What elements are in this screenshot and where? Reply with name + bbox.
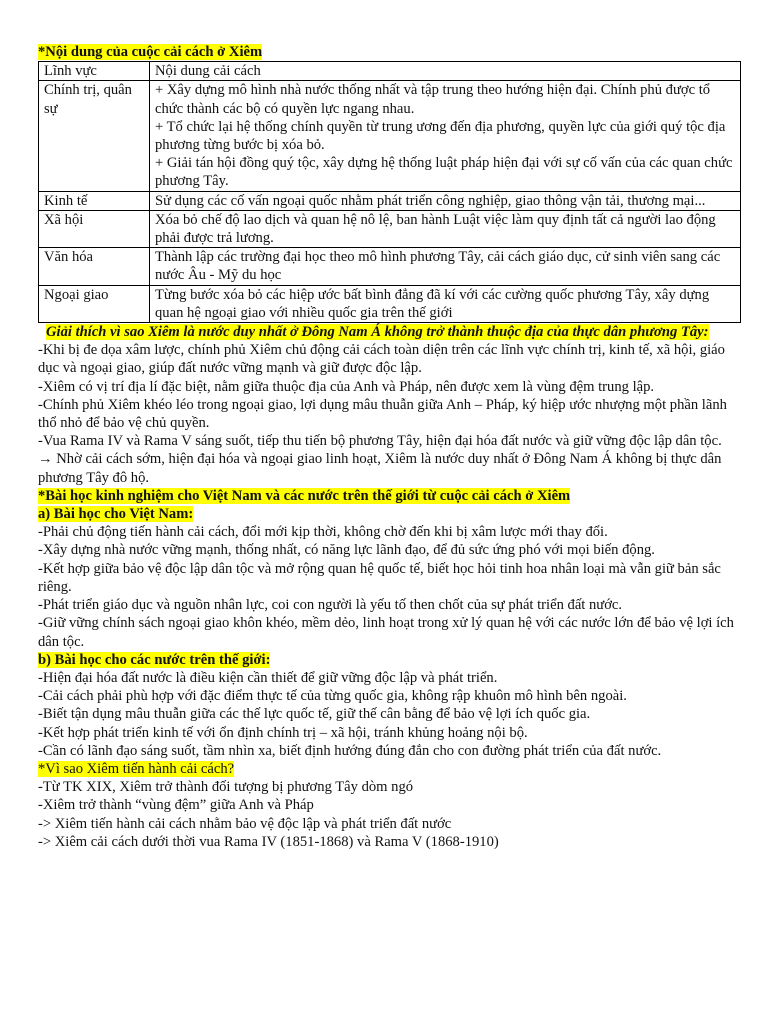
world-lesson: -Cần có lãnh đạo sáng suốt, tầm nhìn xa, biết định hướng đúng đắn cho con đường phát triển của đất nước. bbox=[38, 742, 662, 759]
table-cell-field: Xã hội bbox=[39, 210, 150, 247]
table-cell-content bbox=[150, 285, 741, 322]
content-line: + Tổ chức lại hệ thống chính quyền từ trung ương đến địa phương, quyền lực của giới quý tộc địa phương từng bước bị xóa bỏ. bbox=[155, 118, 726, 154]
world-lesson: -Cải cách phải phù hợp với đặc điểm thực tế của từng quốc gia, không rập khuôn mô hình bên ngoài. bbox=[38, 688, 627, 705]
content-line: + Xây dựng mô hình nhà nước thống nhất và tập trung theo hướng hiện đại. Chính phủ được tổ chức thành các bộ có quyền lực ngang nhau. bbox=[155, 82, 711, 117]
table-row bbox=[39, 81, 741, 191]
reform-section-title: *Nội dung của cuộc cải cách ở Xiêm bbox=[38, 44, 263, 60]
table-row bbox=[39, 191, 741, 210]
content-line: Thành lập các trường đại học theo mô hình phương Tây, cải cách giáo dục, cử sinh viên sang các nước Âu - Mỹ du học bbox=[155, 249, 721, 284]
table-cell-field: Văn hóa bbox=[39, 248, 150, 285]
lessons-section-title: *Bài học kinh nghiệm cho Việt Nam và các nước trên thế giới từ cuộc cải cách ở Xiêm bbox=[38, 487, 571, 504]
document-page bbox=[38, 43, 744, 851]
content-line: Từng bước xóa bỏ các hiệp ước bất bình đẳng đã kí với các cường quốc phương Tây, xây dựng quan hệ ngoại giao với nhiều quốc gia trên thế giới bbox=[155, 286, 710, 321]
table-header-field: Lĩnh vực bbox=[39, 62, 150, 81]
vietnam-lesson: -Xây dựng nhà nước vững mạnh, thống nhất, có năng lực lãnh đạo, để đủ sức ứng phó với mọi biến động. bbox=[38, 542, 655, 559]
explain-point: -Xiêm có vị trí địa lí đặc biệt, nằm giữa thuộc địa của Anh và Pháp, nên được xem là vùng đệm trung lập. bbox=[38, 378, 655, 395]
table-cell-field: Chính trị, quân sự bbox=[39, 81, 150, 191]
vietnam-lessons-title: a) Bài học cho Việt Nam: bbox=[38, 506, 194, 523]
explain-point: -Vua Rama IV và Rama V sáng suốt, tiếp thu tiến bộ phương Tây, hiện đại hóa đất nước và giữ vững độc lập dân tộc. bbox=[38, 433, 722, 450]
world-lesson: -Biết tận dụng mâu thuẫn giữa các thế lực quốc tế, giữ thế cân bằng để bảo vệ lợi ích quốc gia. bbox=[38, 706, 591, 723]
why-section-title: *Vì sao Xiêm tiến hành cải cách? bbox=[38, 760, 235, 777]
table-header-content: Nội dung cải cách bbox=[150, 62, 741, 81]
table-cell-content bbox=[150, 191, 741, 210]
why-point: -Xiêm trở thành “vùng đệm” giữa Anh và Pháp bbox=[38, 797, 314, 814]
why-point: -Từ TK XIX, Xiêm trở thành đối tượng bị phương Tây dòm ngó bbox=[38, 779, 414, 796]
table-cell-field: Ngoại giao bbox=[39, 285, 150, 322]
vietnam-lesson: -Kết hợp giữa bảo vệ độc lập dân tộc và mở rộng quan hệ quốc tế, biết học hỏi tinh hoa nhân loại mà vẫn giữ bản sắc riêng. bbox=[38, 560, 721, 595]
world-lessons-title: b) Bài học cho các nước trên thế giới: bbox=[38, 651, 271, 668]
table-cell-field: Kinh tế bbox=[39, 191, 150, 210]
world-lesson: -Hiện đại hóa đất nước là điều kiện cần thiết để giữ vững độc lập và phát triển. bbox=[38, 669, 498, 686]
table-row bbox=[39, 210, 741, 247]
why-point: -> Xiêm tiến hành cải cách nhằm bảo vệ độc lập và phát triển đất nước bbox=[38, 815, 452, 832]
table-row bbox=[39, 285, 741, 322]
table-cell-content bbox=[150, 248, 741, 285]
explain-conclusion: → Nhờ cải cách sớm, hiện đại hóa và ngoại giao linh hoạt, Xiêm là nước duy nhất ở Đông Nam Á không bị thực dân phương Tây đô hộ. bbox=[38, 451, 722, 486]
content-line: + Giải tán hội đồng quý tộc, xây dựng hệ thống luật pháp hiện đại với sự cố vấn của các quan chức phương Tây. bbox=[155, 155, 733, 190]
world-lesson: -Kết hợp phát triển kinh tế với ổn định chính trị – xã hội, tránh khủng hoảng nội bộ. bbox=[38, 724, 528, 741]
vietnam-lesson: -Giữ vững chính sách ngoại giao khôn khéo, mềm dẻo, linh hoạt trong xử lý quan hệ với các nước lớn để bảo vệ lợi ích dân tộc. bbox=[38, 615, 734, 650]
content-line: Sử dụng các cố vấn ngoại quốc nhằm phát triển công nghiệp, giao thông vận tải, thương mại... bbox=[155, 192, 706, 209]
table-header-row bbox=[39, 62, 741, 81]
content-line: Xóa bỏ chế độ lao dịch và quan hệ nô lệ, ban hành Luật việc làm quy định tất cả người lao động phải được trả lương. bbox=[155, 211, 716, 247]
table-cell-content bbox=[150, 210, 741, 247]
why-point: -> Xiêm cải cách dưới thời vua Rama IV (1851-1868) và Rama V (1868-1910) bbox=[38, 833, 499, 850]
table-cell-content bbox=[150, 81, 741, 191]
vietnam-lesson: -Phát triển giáo dục và nguồn nhân lực, coi con người là yếu tố then chốt của sự phát triển đất nước. bbox=[38, 597, 623, 614]
explain-point: -Khi bị đe dọa xâm lược, chính phủ Xiêm chủ động cải cách toàn diện trên các lĩnh vực chính trị, kinh tế, xã hội, giáo dục và ngoại giao, giúp đất nước vững mạnh và giữ được độc lập. bbox=[38, 342, 725, 377]
table-row bbox=[39, 248, 741, 285]
explain-section-title: Giải thích vì sao Xiêm là nước duy nhất ở Đông Nam Á không trở thành thuộc địa của thực dân phương Tây: bbox=[46, 324, 709, 341]
explain-point: -Chính phủ Xiêm khéo léo trong ngoại giao, lợi dụng mâu thuẫn giữa Anh – Pháp, ký hiệp ước nhượng một phần lãnh thổ nhỏ để bảo vệ chủ quyền. bbox=[38, 396, 727, 432]
reform-content-table bbox=[38, 61, 741, 323]
vietnam-lesson: -Phải chủ động tiến hành cải cách, đổi mới kịp thời, không chờ đến khi bị xâm lược mới thay đổi. bbox=[38, 524, 608, 541]
